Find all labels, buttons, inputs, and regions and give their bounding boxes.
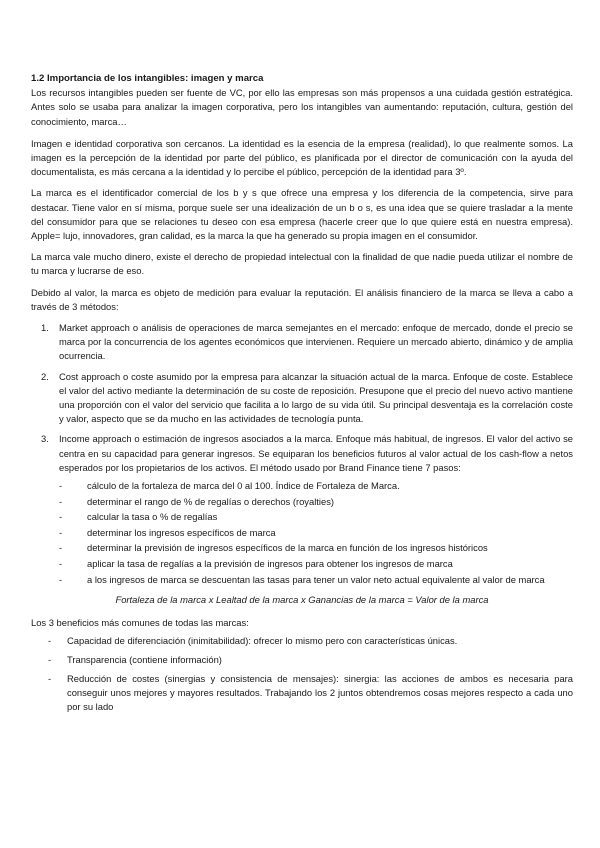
paragraph-measurement: Debido al valor, la marca es objeto de medición para evaluar la reputación. El análisis financiero de la marca se lleva a cabo a través de 3 métodos: — [31, 286, 573, 312]
steps-list — [59, 478, 573, 587]
paragraph-brand-value: La marca vale mucho dinero, existe el derecho de propiedad intelectual con la finalidad de que nadie pueda utilizar el nombre de tu marca y lucrarse de eso. — [31, 251, 573, 277]
step-item: - determinar la previsión de ingresos específicos de la marca en función de los ingresos históricos — [59, 540, 573, 556]
benefit-item: - Capacidad de diferenciación (inimitabilidad): ofrecer lo mismo pero con características únicas. — [31, 634, 573, 648]
step-item: - aplicar la tasa de regalías a la previsión de ingresos para obtener los ingresos de marca — [59, 556, 573, 572]
method-item — [31, 432, 573, 587]
brand-value-formula: Fortaleza de la marca x Lealtad de la marca x Ganancias de la marca = Valor de la marca — [115, 594, 489, 606]
dash-marker: - — [48, 634, 52, 646]
method-item — [31, 370, 573, 427]
paragraph-brand: La marca es el identificador comercial de los b y s que ofrece una empresa y los diferencia de la competencia, sirve para destacar. Tiene valor en sí misma, porque suele ser una idealización de un b o s, es una idea que se quiere trasladar a la mente del consumidor para que se relaciones tu deseo con esa empresa (hacerle creer que lo que quiere está en nuestra empresa). Apple= lujo, innovadores, gran calidad, es la marca la que ha generado su propia imagen en el consumidor. — [31, 187, 573, 242]
dash-marker: - — [59, 542, 63, 554]
document-page — [31, 72, 573, 720]
method-text: Cost approach o coste asumido por la empresa para alcanzar la situación actual de la marca. Enfoque de coste. Establece el valor del activo mediante la determinación de su coste de reposición. Presupone que el precio del nuevo activo mantiene una proporción con el valor del servicio que facilita a lo largo de su vida útil. Su principal desventaja es la correlación coste y valor, aspecto que se da mucho en las actividades de tecnología punta. — [59, 370, 573, 425]
dash-marker: - — [59, 573, 63, 585]
paragraph-identity: Imagen e identidad corporativa son cercanos. La identidad es la esencia de la empresa (realidad), lo que realmente somos. La imagen es la percepción de la identidad por parte del público, es planificada por el director de comunicación con la ayuda del documentalista, es más cercana a la identidad y lo percibe el público, percepción de la identidad para 3º. — [31, 137, 573, 178]
step-item: - cálculo de la fortaleza de marca del 0 al 100. Índice de Fortaleza de Marca. — [59, 478, 573, 494]
step-item: - determinar el rango de % de regalías o derechos (royalties) — [59, 494, 573, 510]
dash-marker: - — [59, 558, 63, 570]
benefit-item: - Reducción de costes (sinergias y consistencia de mensajes): sinergia: las acciones de ambos es necesaria para conseguir unos mejores y mayores resultados. Trabajando los 2 juntos obtendremos cosas mejores respecto a cada uno por su lado — [48, 673, 573, 713]
method-text: Market approach o análisis de operaciones de marca semejantes en el mercado: enfoque de mercado, donde el precio se marca por la concurrencia de los agentes económicos que intervienen. Requiere un mercado abierto, dinámico y de amplia ocurrencia. — [59, 322, 573, 362]
benefits-list — [31, 634, 573, 715]
dash-marker: - — [48, 653, 52, 665]
dash-marker: - — [59, 495, 63, 507]
dash-marker: - — [48, 673, 52, 685]
list-number: 2. — [41, 370, 49, 382]
methods-list — [31, 321, 573, 587]
method-text: Income approach o estimación de ingresos asociados a la marca. Enfoque más habitual, de ingresos. El valor del activo se centra en su capacidad para generar ingresos. Se equiparan los beneficios futuros al valor actual de los cash-flow a netos esperados por los propietarios de los activos. El método usado por Brand Finance tiene 7 pasos: — [59, 433, 573, 473]
step-item: - determinar los ingresos específicos de marca — [59, 525, 573, 541]
benefit-item: - Transparencia (contiene información) — [31, 653, 573, 667]
dash-marker: - — [59, 480, 63, 492]
dash-marker: - — [59, 511, 63, 523]
dash-marker: - — [59, 526, 63, 538]
method-item — [31, 321, 573, 364]
step-item: - a los ingresos de marca se descuentan las tasas para tener un valor neto actual equivalente al valor de marca — [59, 572, 573, 588]
section-title: 1.2 Importancia de los intangibles: imagen y marca — [31, 73, 264, 84]
paragraph-intangibles: Los recursos intangibles pueden ser fuente de VC, por ello las empresas son más propensos a una cuidada gestión estratégica. Antes solo se usaba para analizar la imagen corporativa, pero los intangibles van aumentando: reputación, cultura, gestión del conocimiento, marca… — [31, 87, 573, 127]
list-number: 3. — [41, 433, 49, 445]
step-item: - calcular la tasa o % de regalías — [59, 509, 573, 525]
benefits-intro: Los 3 beneficios más comunes de todas las marcas: — [31, 617, 249, 629]
list-number: 1. — [41, 322, 49, 334]
